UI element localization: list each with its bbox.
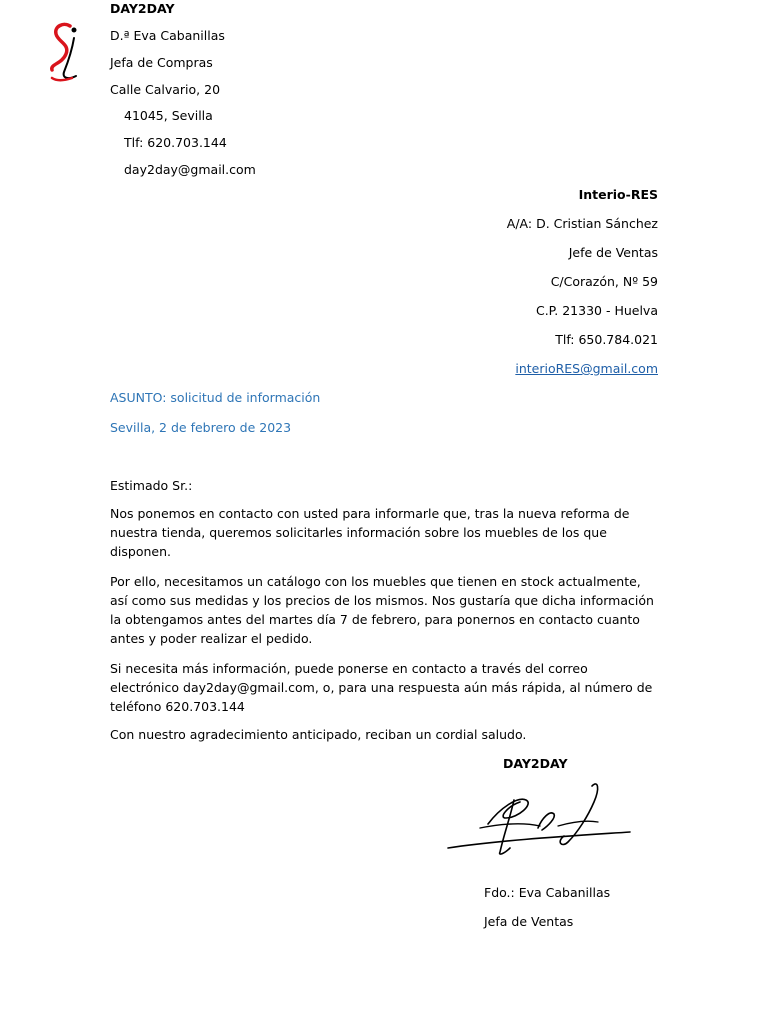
handwritten-signature-icon [440, 778, 635, 858]
signer-role: Jefa de Ventas [484, 914, 574, 929]
sender-email: day2day@gmail.com [124, 162, 256, 177]
sender-role: Jefa de Compras [110, 55, 213, 70]
sender-street: Calle Calvario, 20 [110, 82, 221, 97]
body-paragraph: Si necesita más información, puede ponerse en contacto a través del correo electrónico day2day@gmail.com, o, para una respuesta aún más rápida, al número de teléfono 620.703.144 [110, 661, 653, 714]
subject-line: ASUNTO: solicitud de información [110, 390, 321, 405]
closing-line: Con nuestro agradecimiento anticipado, reciban un cordial saludo. [110, 727, 527, 742]
greeting: Estimado Sr.: [110, 478, 193, 493]
sender-name: D.ª Eva Cabanillas [110, 28, 225, 43]
signed-by: Fdo.: Eva Cabanillas [484, 885, 611, 900]
date-line: Sevilla, 2 de febrero de 2023 [110, 420, 292, 435]
recipient-company: Interio-RES [578, 187, 658, 202]
recipient-postal: C.P. 21330 - Huelva [535, 303, 658, 318]
recipient-street: C/Corazón, Nº 59 [550, 274, 658, 289]
sl-monogram-logo-icon [44, 20, 84, 84]
sender-city: 41045, Sevilla [124, 108, 213, 123]
sender-phone: Tlf: 620.703.144 [124, 135, 227, 150]
recipient-email-link[interactable]: interioRES@gmail.com [515, 361, 658, 376]
body-paragraph: Nos ponemos en contacto con usted para informarle que, tras la nueva reforma de nuestra tienda, queremos solicitarles información sobre los muebles de los que disponen. [110, 506, 630, 559]
signature-company: DAY2DAY [503, 756, 568, 771]
recipient-attention: A/A: D. Cristian Sánchez [506, 216, 658, 231]
sender-company: DAY2DAY [110, 1, 175, 16]
body-paragraph: Por ello, necesitamos un catálogo con los muebles que tienen en stock actualmente, así como sus medidas y los precios de los mismos. Nos gustaría que dicha información la obtengamos antes del martes día 7 de febrero, para ponernos en contacto cuanto antes y poder realizar el pedido. [110, 574, 654, 646]
recipient-phone: Tlf: 650.784.021 [555, 332, 658, 347]
recipient-role: Jefe de Ventas [568, 245, 658, 260]
